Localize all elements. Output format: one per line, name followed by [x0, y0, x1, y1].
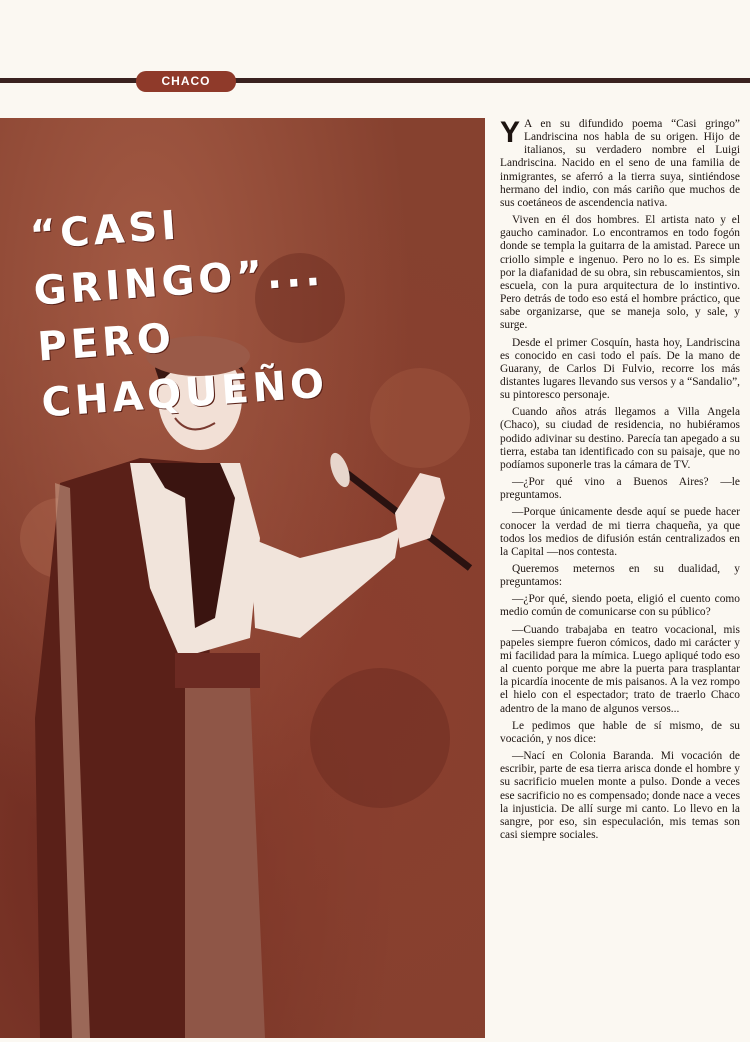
paragraph-5: —¿Por qué vino a Buenos Aires? —le preguntamos. — [500, 476, 740, 502]
headline — [28, 177, 483, 431]
paragraph-1 — [500, 118, 740, 210]
drop-cap: Y — [500, 116, 521, 149]
paragraph-7: Queremos meternos en su dualidad, y preguntamos: — [500, 563, 740, 589]
article-body — [500, 118, 740, 846]
paragraph-4: Cuando años atrás llegamos a Villa Angela (Chaco), su ciudad de residencia, no hubiéramos podido adivinar su destino. Parecía tan apegado a su tierra, estaba tan identificado con su paisaje, que no podíamos suponerle tras la cámara de TV. — [500, 406, 740, 471]
paragraph-11: —Nací en Colonia Baranda. Mi vocación de escribir, parte de esa tierra arisca donde el hombre y su sacrificio muelen monte a pulso. Donde a veces ese sacrificio no es compensado; donde nace a veces la injusticia. De allí surge mi canto. Lo llevo en la sangre, por eso, sin especulación, mis temas son casi siempre sociales. — [500, 750, 740, 841]
paragraph-3: Desde el primer Cosquín, hasta hoy, Landriscina es conocido en casi todo el país. De la mano de Guarany, de Carlos Di Fulvio, recorre los más distantes lugares llevando sus versos y a “Sandalio”, su pintoresco personaje. — [500, 336, 740, 402]
performer-photo — [0, 118, 485, 1038]
paragraph-2: Viven en él dos hombres. El artista nato y el gaucho caminador. Lo encontramos en todo fogón donde se templa la guitarra de la amistad. Parece un criollo simple e ingenuo. Pero no lo es. Es simple por la diafanidad de su obra, sin rebuscamientos, sin escuela, con la pura arquitectura de lo instintivo. Pero detrás de todo eso está el hombre práctico, que sabe organizarse, que se maneja solo, y sale, y surge. — [500, 214, 740, 332]
headline-line-1: “CASI GRINGO”... — [28, 202, 326, 315]
paragraph-6: —Porque únicamente desde aquí se puede hacer conocer la verdad de mi tierra chaqueña, ya que todos los medios de difusión están centralizados en la Capital —nos contesta. — [500, 506, 740, 558]
header-rule — [0, 78, 750, 83]
paragraph-8: —¿Por qué, siendo poeta, eligió el cuento como medio común de comunicarse con su público? — [500, 593, 740, 619]
paragraph-1-text: A en su difundido poema “Casi gringo” Landriscina nos habla de su origen. Hijo de italianos, su verdadero nombre el Luigi Landriscina. Nacido en el seno de una familia de inmigrantes, se aferró a la tierra suya, sintiéndose hermano del indio, con más cariño que muchos de sus coetáneos de ascendencia nativa. — [500, 118, 740, 209]
paragraph-10: Le pedimos que hable de sí mismo, de su vocación, y nos dice: — [500, 719, 740, 745]
paragraph-9: —Cuando trabajaba en teatro vocacional, mis papeles siempre fueron cómicos, dado mi carácter y mi facilidad para la mímica. Luego apliqué todo eso al cuento porque me abre la puerta para trasplantar la picardía inocente de mis paisanos. A la vez rompo el hielo con el espectador; trato de traerlo Chaco adentro de la mano de algunos versos... — [500, 623, 740, 715]
headline-line-2: PERO CHAQUEÑO — [36, 315, 330, 427]
section-label: CHACO — [136, 71, 236, 92]
